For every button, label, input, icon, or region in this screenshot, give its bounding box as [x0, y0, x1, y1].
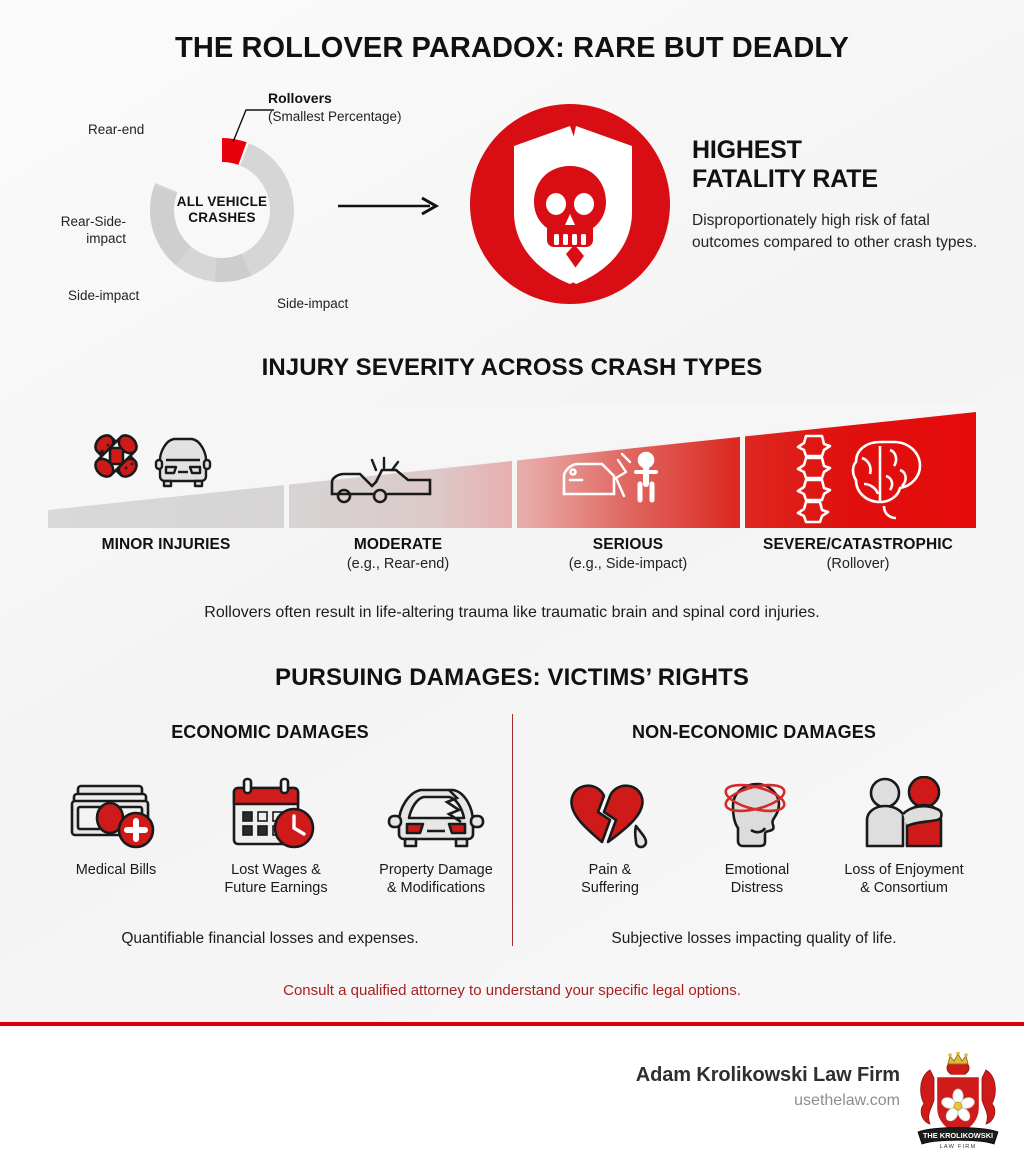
damage-item-label: Pain & Suffering [581, 862, 639, 896]
damages-column-divider [512, 714, 513, 946]
non-economic-damages-heading: NON-ECONOMIC DAMAGES [632, 722, 876, 742]
fatality-rate-title [692, 136, 1002, 194]
damage-item-property-damage [366, 772, 506, 902]
donut-label-side-impact-right: Side-impact [277, 296, 349, 311]
crash-type-donut-chart [144, 132, 300, 288]
severity-level-3: SEVERE/CATASTROPHIC (Rollover) [763, 536, 953, 572]
damage-item-pain-suffering [540, 772, 680, 902]
fatality-rate-body: Disproportionately high risk of fatal outcomes compared to other crash types. [692, 212, 978, 251]
severity-note: Rollovers often result in life-altering trauma like traumatic brain and spinal cord injuries. [204, 604, 820, 621]
calendar-clock-icon [226, 772, 326, 856]
severity-labels [48, 536, 976, 596]
firm-name: Adam Krolikowski Law Firm [635, 1064, 900, 1086]
crest-banner-text: THE KROLIKOWSKI [922, 1131, 994, 1140]
damage-item-medical-bills [46, 772, 186, 902]
damaged-car-icon [383, 772, 489, 856]
donut-center-line1: ALL VEHICLE [176, 193, 268, 209]
footer-bar [0, 1026, 1024, 1154]
money-medical-icon [66, 772, 166, 856]
non-economic-damages-items [540, 772, 974, 902]
firm-crest-logo [912, 1052, 1004, 1148]
damages-section-title: PURSUING DAMAGES: VICTIMS’ RIGHTS [275, 664, 749, 691]
arrow-right-icon [338, 196, 448, 216]
fatality-title-line1: HIGHEST [692, 136, 802, 164]
severity-level-1: MODERATE (e.g., Rear-end) [346, 536, 450, 572]
broken-heart-icon [560, 772, 660, 856]
economic-damages-items [46, 772, 506, 902]
fatality-shield-icon [470, 104, 670, 304]
non-economic-damages-footnote: Subjective losses impacting quality of life. [611, 930, 897, 947]
damage-item-label: Emotional Distress [724, 862, 790, 896]
donut-label-side-impact-left: Side-impact [68, 288, 140, 303]
page-title: THE ROLLOVER PARADOX: RARE BUT DEADLY [175, 32, 849, 64]
severity-level-2: SERIOUS (e.g., Side-impact) [568, 536, 688, 572]
crest-sub-text: LAW FIRM [939, 1144, 977, 1148]
head-swirl-icon [707, 772, 807, 856]
donut-center-line2: CRASHES [188, 210, 256, 225]
economic-damages-footnote: Quantifiable financial losses and expenses. [121, 930, 419, 947]
damage-item-loss-enjoyment [834, 772, 974, 902]
consult-attorney-note: Consult a qualified attorney to understand your specific legal options. [283, 982, 741, 999]
severity-gradient-wedge [48, 406, 976, 528]
rollover-callout-title: Rollovers [268, 90, 332, 106]
firm-website: usethelaw.com [794, 1092, 900, 1109]
two-people-embrace-icon [851, 772, 957, 856]
fatality-title-line2: FATALITY RATE [692, 165, 878, 193]
damage-item-label: Medical Bills [75, 862, 157, 878]
economic-damages-heading: ECONOMIC DAMAGES [171, 722, 369, 742]
severity-level-0: MINOR INJURIES [101, 536, 231, 553]
damage-item-label: Property Damage & Modifications [379, 862, 493, 896]
damage-item-emotional-distress [687, 772, 827, 902]
donut-label-rear-side-impact: Rear-Side-impact [60, 214, 126, 246]
severity-section-title: INJURY SEVERITY ACROSS CRASH TYPES [261, 354, 763, 381]
donut-label-rear-end: Rear-end [88, 122, 145, 137]
damage-item-lost-wages [206, 772, 346, 902]
damage-item-label: Lost Wages & Future Earnings [224, 862, 328, 896]
donut-center-label [144, 132, 300, 288]
rollover-callout-sub: (Smallest Percentage) [268, 109, 402, 124]
damage-item-label: Loss of Enjoyment & Consortium [844, 862, 964, 896]
